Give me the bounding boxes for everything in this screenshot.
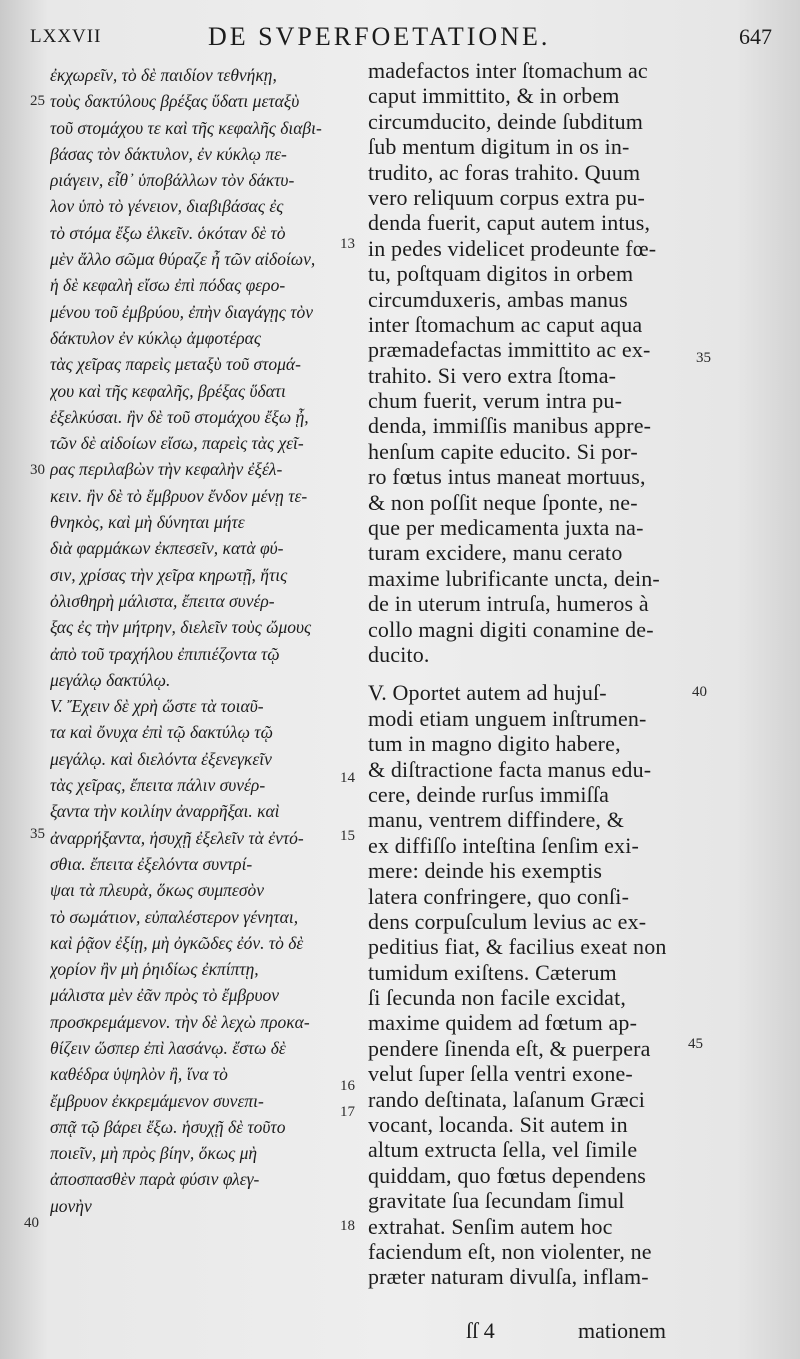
text-line: ξας ἐς τὴν μήτρην, διελεῖν τοὺς ὤμους	[50, 617, 312, 638]
text-line: collo magni digiti conamine de-	[368, 616, 654, 642]
text-line: προσκρεμάμενον. τὴν δὲ λεχὼ προκα-	[50, 1011, 310, 1032]
margin-line-number: 15	[340, 828, 355, 844]
text-line: λον ὑπὸ τὸ γένειον, διαβιβάσας ἐς	[50, 196, 284, 217]
text-line: & diſtractione facta manus edu-	[368, 756, 652, 782]
text-line: διὰ φαρμάκων ἐκπεσεῖν, κατὰ φύ-	[50, 538, 284, 559]
text-line: ριάγειν, εἶθ᾽ ὑποβάλλων τὸν δάκτυ-	[50, 170, 295, 191]
text-line: maxime quidem ad fœtum ap-	[368, 1010, 638, 1036]
text-line: modi etiam unguem inſtrumen-	[368, 705, 647, 731]
text-line: τα καὶ ὄνυχα ἐπὶ τῷ δακτύλῳ τῷ	[50, 722, 273, 743]
text-line: ποιεῖν, μὴ πρὸς βίην, ὅκως μὴ	[50, 1143, 258, 1164]
text-line: henſum capite educito. Si por-	[368, 438, 638, 464]
text-line: & non poſſit neque ſponte, ne-	[368, 489, 638, 515]
text-line: ψαι τὰ πλευρὰ, ὅκως συμπεσὸν	[50, 880, 264, 901]
text-line: tum in magno digito habere,	[368, 731, 621, 757]
margin-line-number: 45	[688, 1036, 703, 1052]
text-line: manu, ventrem diffindere, &	[368, 807, 624, 833]
margin-line-number: 40	[24, 1215, 39, 1231]
text-line: τὰς χεῖρας, ἔπειτα πάλιν συνέρ-	[50, 775, 266, 796]
text-line: ξαντα τὴν κοιλίην ἀναρρῆξαι. καὶ	[50, 801, 280, 822]
catchword: mationem	[578, 1318, 666, 1343]
text-line: præter naturam divulſa, inflam-	[368, 1264, 649, 1290]
text-line: trahito. Si vero extra ſtoma-	[368, 362, 617, 388]
text-line: σιν, χρίσας τὴν χεῖρα κηρωτῇ, ἥτις	[50, 564, 288, 585]
text-line: V. Ἔχειν δὲ χρὴ ὥστε τὰ τοιαῦ-	[50, 696, 264, 717]
margin-line-number: 14	[340, 770, 355, 786]
paragraph-gap	[368, 667, 694, 680]
running-number: LXXVII	[30, 26, 102, 47]
text-line: que per medicamenta juxta na-	[368, 515, 644, 541]
margin-line-number: 40	[692, 684, 707, 700]
text-line: præmadefactas immittito ac ex-	[368, 337, 651, 363]
text-line: κειν. ἢν δὲ τὸ ἔμβρυον ἔνδον μένῃ τε-	[50, 485, 308, 506]
text-line: circumducito, deinde ſubditum	[368, 108, 644, 134]
text-line: ro fœtus intus maneat mortuus,	[368, 464, 646, 490]
text-line: ἀναρρήξαντα, ἡσυχῇ ἐξελεῖν τὰ ἐντό-	[50, 827, 304, 848]
page-number: 647	[739, 24, 772, 49]
text-line: καὶ ῥᾷον ἐξίῃ, μὴ ὀγκῶδες ἐόν. τὸ δὲ	[50, 932, 304, 953]
text-line: μὲν ἄλλο σῶμα θύραζε ἦ τῶν αἰδοίων,	[50, 249, 316, 270]
margin-line-number: 18	[340, 1218, 355, 1234]
text-line: madefactos inter ſtomachum ac	[368, 58, 648, 83]
text-line: vero reliquum corpus extra pu-	[368, 184, 645, 210]
text-line: τοὺς δακτύλους βρέξας ὕδατι μεταξὺ	[50, 91, 300, 112]
text-line: mere: deinde his exemptis	[368, 858, 603, 884]
margin-line-number: 25	[30, 93, 45, 109]
text-line: caput immittito, & in orbem	[368, 83, 620, 109]
text-line: circumduxeris, ambas manus	[368, 286, 628, 312]
margin-line-number: 17	[340, 1104, 355, 1120]
margin-line-number: 35	[696, 350, 711, 366]
text-line: ἡ δὲ κεφαλὴ εἴσω ἐπὶ πόδας φερο-	[50, 275, 286, 296]
text-line: denda fuerit, caput autem intus,	[368, 210, 651, 236]
text-line: latera confringere, quo conſi-	[368, 883, 630, 909]
text-line: τὰς χεῖρας παρεὶς μεταξὺ τοῦ στομά-	[50, 354, 301, 375]
text-line: ἐξελκύσαι. ἢν δὲ τοῦ στομάχου ἔξω ᾖ,	[50, 406, 309, 427]
signature-mark: ſſ 4	[466, 1318, 495, 1343]
text-line: velut ſuper ſella ventri exone-	[368, 1061, 633, 1087]
text-line: καθέδρα ὑψηλὸν ἢ, ἵνα τὸ	[50, 1064, 228, 1085]
margin-line-number: 16	[340, 1078, 355, 1094]
text-line: σθια. ἔπειτα ἐξελόντα συντρί-	[50, 853, 253, 874]
text-line: μεγάλῳ δακτύλῳ.	[50, 669, 171, 690]
text-line: τῶν δὲ αἰδοίων εἴσω, παρεὶς τὰς χεῖ-	[50, 433, 304, 454]
text-line: τὸ στόμα ἔξω ἑλκεῖν. ὁκόταν δὲ τὸ	[50, 222, 286, 243]
text-line: pendere ſinenda eſt, & puerpera	[368, 1035, 651, 1061]
page-header	[30, 22, 772, 52]
text-line: μεγάλῳ. καὶ διελόντα ἐξενεγκεῖν	[50, 748, 272, 769]
text-line: χου καὶ τῆς κεφαλῆς, βρέξας ὕδατι	[50, 380, 286, 401]
text-line: inter ſtomachum ac caput aqua	[368, 311, 643, 337]
text-line: σπᾷ τῷ βάρει ἔξω. ἡσυχῇ δὲ τοῦτο	[50, 1116, 286, 1137]
text-line: χορίον ἢν μὴ ῥηιδίως ἐκπίπτῃ,	[50, 959, 259, 980]
text-line: peditius fiat, & facilius exeat non	[368, 934, 667, 960]
text-line: δάκτυλον ἐν κύκλῳ ἀμφοτέρας	[50, 327, 261, 348]
margin-line-number: 35	[30, 826, 45, 842]
text-line: βάσας τὸν δάκτυλον, ἐν κύκλῳ πε-	[50, 143, 287, 164]
margin-line-number: 30	[30, 462, 45, 478]
text-line: gravitate ſua ſecundam ſimul	[368, 1188, 625, 1214]
text-line: τοῦ στομάχου τε καὶ τῆς κεφαλῆς διαβι-	[50, 117, 322, 138]
text-line: de in uterum intruſa, humeros à	[368, 591, 649, 617]
text-line: extrahat. Senſim autem hoc	[368, 1213, 613, 1239]
greek-text-column	[50, 62, 355, 1219]
text-line: ſi ſecunda non facile excidat,	[368, 985, 626, 1011]
text-line: θνηκὸς, καὶ μὴ δύνηται μήτε	[50, 512, 245, 533]
margin-line-number: 13	[340, 236, 355, 252]
text-line: ἐκχωρεῖν, τὸ δὲ παιδίον τεθνήκῃ,	[50, 65, 277, 85]
text-line: ducito.	[368, 641, 430, 667]
text-line: denda, immiſſis manibus appre-	[368, 413, 652, 439]
text-line: in pedes videlicet prodeunte fœ-	[368, 235, 657, 261]
text-line: ἀποσπασθὲν παρὰ φύσιν φλεγ-	[50, 1169, 260, 1190]
text-line: tu, poſtquam digitos in orbem	[368, 261, 634, 287]
text-line: faciendum eſt, non violenter, ne	[368, 1238, 652, 1264]
text-line: tumidum exiſtens. Cæterum	[368, 959, 617, 985]
latin-text-column	[368, 58, 694, 1290]
text-line: vocant, locanda. Sit autem in	[368, 1112, 628, 1138]
text-line: chum fuerit, verum intra pu-	[368, 388, 623, 414]
text-line: θίζειν ὥσπερ ἐπὶ λασάνῳ. ἔστω δὲ	[50, 1037, 286, 1058]
text-line: τὸ σωμάτιον, εὐπαλέστερον γένηται,	[50, 906, 299, 927]
text-line: dens corpuſculum levius ac ex-	[368, 908, 647, 934]
text-line: ὀλισθηρὴ μάλιστα, ἔπειτα συνέρ-	[50, 590, 275, 611]
text-line: ρας περιλαβὼν τὴν κεφαλὴν ἐξέλ-	[50, 459, 283, 480]
text-line: V. Oportet autem ad hujuſ-	[368, 680, 607, 706]
text-line: cere, deinde rurſus immiſſa	[368, 781, 610, 807]
text-line: maxime lubrificante uncta, dein-	[368, 565, 660, 591]
text-line: ex diffiſſo inteſtina ſenſim exi-	[368, 832, 639, 858]
text-line: altum extructa ſella, vel ſimile	[368, 1137, 638, 1163]
text-line: μάλιστα μὲν ἐᾶν πρὸς τὸ ἔμβρυον	[50, 985, 280, 1006]
text-line: rando deſtinata, laſanum Græci	[368, 1086, 645, 1112]
text-line: ἔμβρυον ἐκκρεμάμενον συνεπι-	[50, 1090, 264, 1111]
text-line: μένου τοῦ ἐμβρύου, ἐπὴν διαγάγῃς τὸν	[50, 301, 313, 322]
text-line: ſub mentum digitum in os in-	[368, 134, 630, 160]
text-line: ἀπὸ τοῦ τραχήλου ἐπιπιέζοντα τῷ	[50, 643, 280, 664]
text-line: turam excidere, manu cerato	[368, 540, 623, 566]
running-title: DE SVPERFOETATIONE.	[208, 22, 551, 51]
text-line: quiddam, quo fœtus dependens	[368, 1162, 646, 1188]
text-line: μονὴν	[50, 1195, 92, 1216]
text-line: trudito, ac foras trahito. Quum	[368, 159, 641, 185]
